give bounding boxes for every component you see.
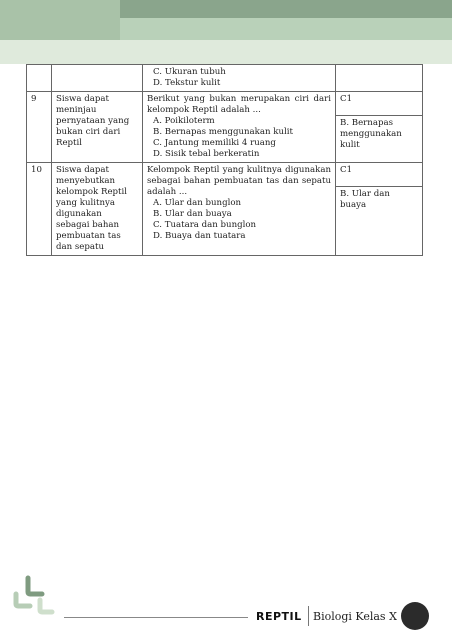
footer-brand: REPTIL [256,610,302,623]
question-table [26,64,423,256]
footer-separator [308,606,309,626]
option-c: C. Jantung memiliki 4 ruang [153,138,276,148]
question-number: 9 [27,92,52,163]
table-row-10 [27,163,423,256]
option-c: C. Tuatara dan bunglon [153,220,257,230]
option-c: C. Ukuran tubuh [153,67,226,77]
table-row-9 [27,92,423,163]
question-cell [143,65,336,92]
option-a: A. Poikiloterm [153,116,215,126]
answer-key: B. Bernapas menggunakan kulit [336,115,422,151]
header-band-accent [0,0,120,40]
answer-cell [336,92,423,163]
question-cell [143,92,336,163]
header-band-light [0,40,452,64]
option-d: D. Buaya dan tuatara [153,231,246,241]
footer-leaf-decoration-icon [8,574,58,618]
indicator-cell: Siswa dapat menyebutkan kelompok Reptil yang kulitnya digunakan sebagai bahan pembuatan tas dan sepatu [52,163,143,256]
option-a: A. Ular dan bunglon [153,198,242,208]
cognitive-level: C1 [340,94,353,104]
footer-subject: Biologi Kelas X [313,610,397,623]
page-number-badge [401,602,429,630]
question-number: 10 [27,163,52,256]
question-cell [143,163,336,256]
option-d: D. Sisik tebal berkeratin [153,149,260,159]
indicator-cell: Siswa dapat meninjau pernyataan yang bukan ciri dari Reptil [52,92,143,163]
answer-cell [336,163,423,256]
answer-key: B. Ular dan buaya [336,186,422,211]
option-b: B. Ular dan buaya [153,209,232,219]
footer-rule [64,617,248,618]
option-b: B. Bernapas menggunakan kulit [153,127,293,137]
table-row-continuation [27,65,423,92]
cognitive-level: C1 [340,165,353,175]
question-text: Berikut yang bukan merupakan ciri dari kelompok Reptil adalah ... [147,94,331,115]
question-text: Kelompok Reptil yang kulitnya digunakan sebagai bahan pembuatan tas dan sepatu adalah ... [147,165,331,197]
option-d: D. Tekstur kulit [153,78,221,88]
